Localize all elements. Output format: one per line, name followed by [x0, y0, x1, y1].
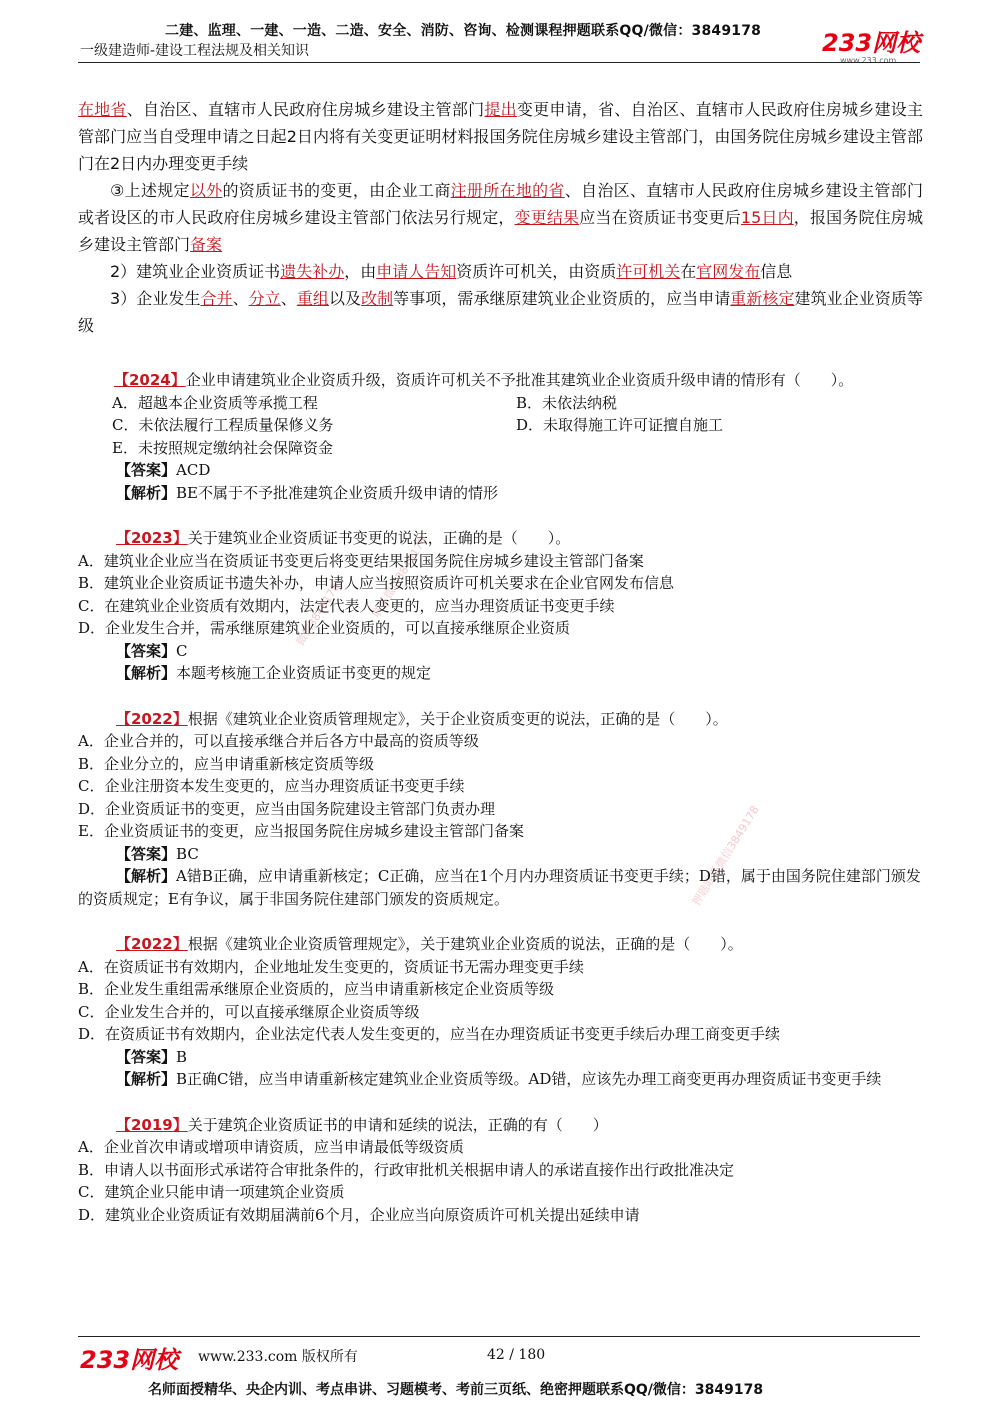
- watermark: 微信3849178: [293, 580, 343, 648]
- page-number: 42 / 180: [487, 1347, 546, 1363]
- paragraph-lost-certificate: 2）建筑业企业资质证书遗失补办，由申请人告知资质许可机关，由资质许可机关在官网发布信息: [110, 262, 793, 281]
- analysis-line: 【解析】本题考核施工企业资质证书变更的规定: [116, 664, 432, 682]
- option: A．企业首次申请或增项申请资质，应当申请最低等级资质: [78, 1138, 464, 1156]
- option: A．在资质证书有效期内，企业地址发生变更的，资质证书无需办理变更手续: [78, 957, 584, 976]
- paragraph-other-changes: ③上述规定以外的资质证书的变更，由企业工商注册所在地的省、自治区、直辖市人民政府住房城乡建设主管部门或者设区的市人民政府住房城乡建设主管部门依法另行规定，变更结果应当在资质证书变更后15日内，报国务院住房城乡建设主管部门备案: [78, 181, 923, 254]
- question-block: [78, 369, 923, 504]
- option: C．企业注册资本发生变更的，应当办理资质证书变更手续: [78, 777, 465, 795]
- option: E．企业资质证书的变更，应当报国务院住房城乡建设主管部门备案: [78, 822, 524, 840]
- footer-banner: 名师面授精华、央企内训、考点串讲、习题模考、考前三页纸、绝密押题联系QQ/微信：3849178: [148, 1382, 764, 1398]
- option: A．建筑业企业应当在资质证书变更后将变更结果报国务院住房城乡建设主管部门备案: [78, 551, 644, 570]
- question-block: [78, 1114, 923, 1227]
- option: E．未按照规定缴纳社会保障资金: [112, 438, 333, 457]
- answer-line: 【答案】BC: [116, 844, 199, 863]
- option: D．企业发生合并，需承继原建筑业企业资质的，可以直接承继原企业资质: [78, 619, 571, 637]
- question-block: [78, 933, 923, 1091]
- question-stem: 【2022】根据《建筑业企业资质管理规定》，关于企业资质变更的说法，正确的是（ ）。: [116, 709, 728, 728]
- footer-divider: [78, 1336, 920, 1337]
- page-body: [78, 96, 923, 1226]
- option: D．建筑业企业资质证有效期届满前6个月，企业应当向原资质许可机关提出延续申请: [78, 1205, 640, 1224]
- option: C．企业发生合并的，可以直接承继原企业资质等级: [78, 1002, 420, 1021]
- option: C．在建筑业企业资质有效期内，法定代表人变更的，应当办理资质证书变更手续: [78, 596, 615, 615]
- logo-text: 233网校: [822, 29, 921, 57]
- option: B．企业发生重组需承继原企业资质的，应当申请重新核定企业资质等级: [78, 980, 555, 998]
- question-stem: 【2019】关于建筑企业资质证书的申请和延续的说法，正确的有（ ）: [116, 1115, 608, 1134]
- brand-logo: [822, 30, 922, 64]
- header-banner: 二建、监理、一建、一造、二造、安全、消防、咨询、检测课程押题联系QQ/微信：3849178: [165, 23, 762, 39]
- question-block: [78, 527, 923, 685]
- watermark: 押题联系微信3849178: [689, 803, 762, 908]
- document-subtitle: 一级建造师-建设工程法规及相关知识: [80, 43, 310, 59]
- watermark: 联系微信3849178: [369, 534, 431, 620]
- option: D．企业资质证书的变更，应当由国务院建设主管部门负责办理: [78, 799, 496, 818]
- option: D．在资质证书有效期内，企业法定代表人发生变更的，应当在办理资质证书变更手续后办理工商变更手续: [78, 1025, 781, 1043]
- option: B．申请人以书面形式承诺符合审批条件的，行政审批机关根据申请人的承诺直接作出行政批准决定: [78, 1160, 735, 1179]
- footer-logo: 233网校: [80, 1346, 179, 1374]
- answer-line: 【答案】C: [116, 641, 188, 660]
- question-stem: 【2024】企业申请建筑业企业资质升级，资质许可机关不予批准其建筑业企业资质升级申请的情形有（ ）。: [114, 371, 854, 389]
- analysis-line: 【解析】BE不属于不予批准建筑企业资质升级申请的情形: [116, 483, 498, 502]
- analysis-line: 【解析】A错B正确，应申请重新核定；C正确，应当在1个月内办理资质证书变更手续；D错，属于由国务院住建部门颁发的资质规定；E有争议，属于非国务院住建部门颁发的资质规定。: [78, 867, 921, 908]
- answer-line: 【答案】B: [116, 1047, 188, 1066]
- option: B．建筑业企业资质证书遗失补办，申请人应当按照资质许可机关要求在企业官网发布信息: [78, 574, 675, 592]
- question-stem: 【2022】根据《建筑业企业资质管理规定》，关于建筑业企业资质的说法，正确的是（ ）。: [116, 935, 743, 953]
- analysis-line: 【解析】B正确C错，应当申请重新核定建筑业企业资质等级。AD错，应该先办理工商变更再办理资质证书变更手续: [116, 1070, 882, 1088]
- paragraph-merger: 3）企业发生合并、分立、重组以及改制等事项，需承继原建筑业企业资质的，应当申请重新核定建筑业企业资质等级: [78, 289, 923, 335]
- question-block: [78, 708, 923, 911]
- option: C．建筑企业只能申请一项建筑企业资质: [78, 1183, 345, 1201]
- option-row: C．未依法履行工程质量保修义务 D．未取得施工许可证擅自施工: [112, 416, 724, 434]
- paragraph-change-procedure: 在地省、自治区、直辖市人民政府住房城乡建设主管部门提出变更申请，省、自治区、直辖市人民政府住房城乡建设主管部门应当自受理申请之日起2日内将有关变更证明材料报国务院住房城乡建设主管部门，由国务院住房城乡建设主管部门在2日内办理变更手续: [78, 100, 923, 173]
- footer-copyright: www.233.com 版权所有: [198, 1349, 358, 1365]
- question-stem: 【2023】关于建筑业企业资质证书变更的说法，正确的是（ ）。: [116, 529, 571, 547]
- header-divider: [78, 62, 920, 63]
- logo-url: www.233.com: [840, 56, 897, 65]
- answer-line: 【答案】ACD: [116, 461, 211, 479]
- option: B．企业分立的，应当申请重新核定资质等级: [78, 754, 375, 773]
- option-row: A．超越本企业资质等承揽工程 B．未依法纳税: [112, 393, 618, 412]
- option: A．企业合并的，可以直接承继合并后各方中最高的资质等级: [78, 732, 479, 750]
